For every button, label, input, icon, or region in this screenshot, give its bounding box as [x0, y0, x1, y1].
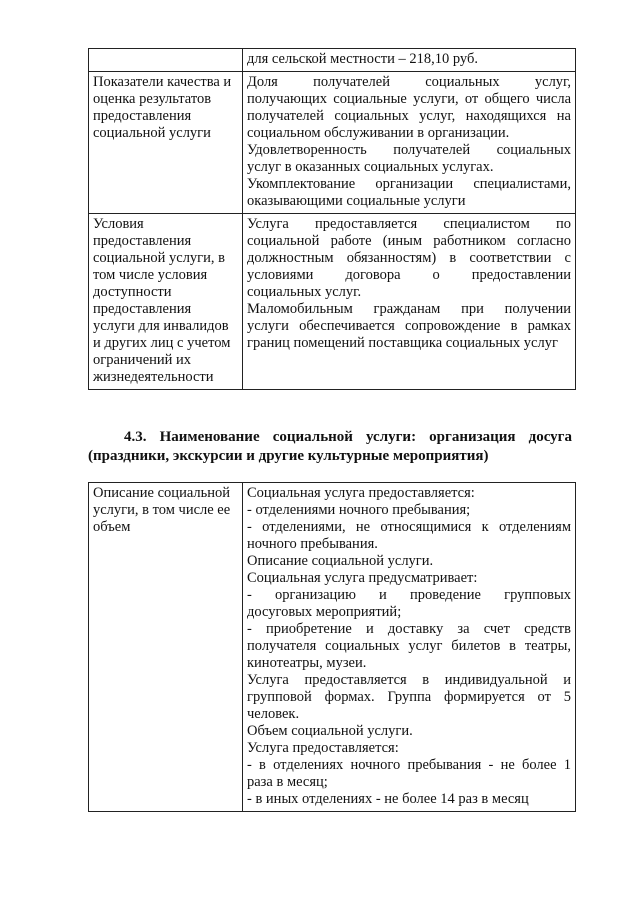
content-line: условиями договора о предоставлении	[247, 267, 571, 283]
label-line: услуги для инвалидов	[93, 318, 229, 334]
label-line: социальной услуги, в	[93, 250, 225, 266]
content-line: раза в месяц;	[247, 774, 328, 790]
label-line: оценка результатов	[93, 91, 212, 107]
label-line: том числе условия	[93, 267, 208, 283]
row-content-cell	[243, 72, 576, 214]
label-line: предоставления	[93, 301, 192, 317]
label-line: ограничений их	[93, 352, 192, 368]
table-row-provision-conditions	[89, 214, 576, 390]
content-line: Укомплектование организации специалистами,	[247, 176, 571, 192]
content-line: - отделениями, не относящимися к отделениям	[247, 519, 571, 535]
table-row-rural-price	[89, 49, 576, 72]
label-line: услуги, в том числе ее	[93, 502, 231, 518]
content-line: Социальная услуга предусматривает:	[247, 570, 478, 586]
table-row-service-description	[89, 483, 576, 812]
row-label-cell	[89, 214, 243, 390]
section-heading-line-2: (праздники, экскурсии и другие культурные мероприятия)	[88, 448, 489, 464]
content-line: Социальная услуга предоставляется:	[247, 485, 475, 501]
label-line: жизнедеятельности	[93, 369, 214, 385]
row-content-cell	[243, 214, 576, 390]
content-line: оказывающими социальные услуги	[247, 193, 466, 209]
content-line: получающих социальные услуги, от общего числа	[247, 91, 571, 107]
row-label-cell	[89, 483, 243, 812]
label-line: Условия	[93, 216, 144, 232]
content-line: ночного пребывания.	[247, 536, 378, 552]
label-line: предоставления	[93, 108, 192, 124]
content-line: Услуга предоставляется:	[247, 740, 399, 756]
content-line: социальном обслуживании в организации.	[247, 125, 510, 141]
label-line: объем	[93, 519, 131, 535]
content-line: Описание социальной услуги.	[247, 553, 434, 569]
row-content-cell	[243, 49, 576, 72]
content-line: человек.	[247, 706, 300, 722]
label-line: социальной услуги	[93, 125, 211, 141]
content-line: - приобретение и доставку за счет средств	[247, 621, 571, 637]
leisure-service-table	[88, 482, 576, 812]
label-line: Описание социальной	[93, 485, 231, 501]
content-line: социальной работе (иным работником согласно	[247, 233, 571, 249]
content-line: групповой формах. Группа формируется от 5	[247, 689, 571, 705]
content-line: досуговых мероприятий;	[247, 604, 402, 620]
content-line: - отделениями ночного пребывания;	[247, 502, 471, 518]
content-line: границ помещений поставщика социальных услуг	[247, 335, 558, 351]
section-heading-line-1: 4.3. Наименование социальной услуги: организация досуга	[124, 429, 572, 445]
content-line: Удовлетворенность получателей социальных	[247, 142, 571, 158]
row-label-cell	[89, 49, 243, 72]
content-line: должностным обязанностям) в соответствии с	[247, 250, 571, 266]
service-standard-table-continued	[88, 48, 576, 390]
label-line: доступности	[93, 284, 172, 300]
content-line: получателей социальных услуг, находящихся на	[247, 108, 571, 124]
content-line: - организацию и проведение групповых	[247, 587, 571, 603]
content-line: Доля получателей социальных услуг,	[247, 74, 571, 90]
content-line: Услуга предоставляется специалистом по	[247, 216, 571, 232]
row-label-cell	[89, 72, 243, 214]
content-line: социальных услуг.	[247, 284, 362, 300]
content-line: Услуга предоставляется в индивидуальной и	[247, 672, 571, 688]
content-line: Маломобильным гражданам при получении	[247, 301, 571, 317]
label-line: Показатели качества и	[93, 74, 232, 90]
row-content-cell	[243, 483, 576, 812]
content-line: Объем социальной услуги.	[247, 723, 413, 739]
content-line: получателя социальных услуг билетов в театры,	[247, 638, 571, 654]
table-row-quality-indicators	[89, 72, 576, 214]
content-line: - в отделениях ночного пребывания - не более 1	[247, 757, 571, 773]
content-line: для сельской местности – 218,10 руб.	[247, 51, 478, 67]
content-line: услуги обеспечивается сопровождение в рамках	[247, 318, 571, 334]
label-line: и других лиц с учетом	[93, 335, 231, 351]
label-line: предоставления	[93, 233, 192, 249]
content-line: кинотеатры, музеи.	[247, 655, 367, 671]
section-heading	[88, 428, 572, 466]
content-line: услуг в оказанных социальных услугах.	[247, 159, 494, 175]
content-line: - в иных отделениях - не более 14 раз в месяц	[247, 791, 529, 807]
